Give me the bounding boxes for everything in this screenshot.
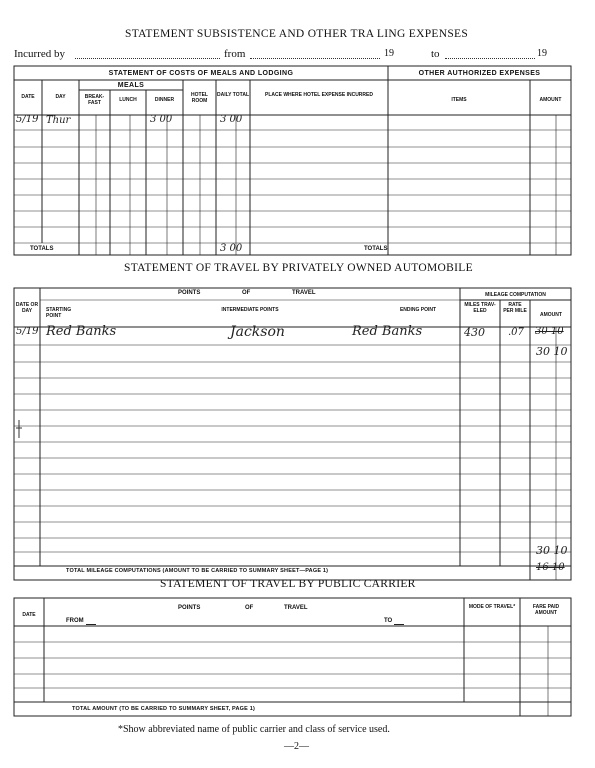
- col-dinner: DINNER: [154, 97, 175, 103]
- auto-col-miles: MILES TRAV-ELED: [464, 302, 496, 314]
- carrier-total-label: TOTAL AMOUNT (TO BE CARRIED TO SUMMARY SHEET, PAGE 1): [72, 706, 256, 712]
- col-meals: MEALS: [117, 82, 145, 89]
- carrier-from-rule: [86, 624, 96, 625]
- from-label: from: [224, 48, 246, 60]
- auto-entry-end: Red Banks: [352, 324, 423, 339]
- carrier-of: OF: [245, 605, 254, 611]
- auto-col-ending: ENDING POINT: [399, 307, 437, 313]
- meal-entry-daily-total: 3 00: [220, 114, 243, 125]
- meal-entry-dinner: 3 00: [150, 114, 173, 125]
- auto-col-amount: AMOUNT: [540, 312, 562, 318]
- auto-entry-amount-struck: 30 10: [535, 326, 564, 337]
- carrier-travel: TRAVEL: [284, 605, 308, 611]
- auto-total-value-2: 16 10: [536, 562, 565, 573]
- carrier-col-mode: MODE OF TRAVEL*: [468, 604, 516, 610]
- incurred-by-label: Incurred by: [14, 48, 66, 60]
- carrier-col-date: DATE: [22, 612, 36, 618]
- col-day: DAY: [55, 94, 66, 100]
- col-date: DATE: [21, 94, 35, 100]
- col-hotel: HOTEL ROOM: [191, 92, 208, 104]
- other-totals-label: TOTALS: [364, 246, 388, 252]
- carrier-points: POINTS: [178, 605, 201, 611]
- col-lunch: LUNCH: [119, 97, 137, 103]
- carrier-section-title: STATEMENT OF TRAVEL BY PUBLIC CARRIER: [160, 578, 416, 590]
- year-label-2: 19: [537, 48, 547, 59]
- auto-entry-miles: 430: [464, 326, 485, 339]
- col-amount: AMOUNT: [539, 97, 562, 103]
- auto-travel: TRAVEL: [292, 290, 316, 296]
- auto-col-date: DATE OR DAY: [15, 302, 39, 314]
- to-label: to: [431, 48, 440, 60]
- meal-entry-date: 5/19: [16, 114, 39, 125]
- auto-col-starting: STARTING POINT: [46, 307, 72, 319]
- auto-entry-amount: 30 10: [536, 345, 568, 358]
- carrier-from-label: FROM: [66, 618, 84, 624]
- auto-total-label: TOTAL MILEAGE COMPUTATIONS (AMOUNT TO BE CARRIED TO SUMMARY SHEET—PAGE 1): [66, 568, 329, 574]
- auto-col-rate: RATE PER MILE: [503, 302, 527, 314]
- form-title: STATEMENT SUBSISTENCE AND OTHER TRA LING EXPENSES: [125, 28, 469, 40]
- auto-of: OF: [242, 290, 251, 296]
- year-label-1: 19: [384, 48, 394, 59]
- auto-entry-date: 5/19: [16, 326, 39, 337]
- auto-entry-intermediate: Jackson: [230, 324, 285, 340]
- col-place: PLACE WHERE HOTEL EXPENSE INCURRED: [265, 92, 373, 98]
- footnote: *Show abbreviated name of public carrier and class of service used.: [118, 724, 390, 735]
- meals-totals-value: 3 00: [220, 243, 243, 254]
- auto-section-title: STATEMENT OF TRAVEL BY PRIVATELY OWNED AUTOMOBILE: [124, 262, 473, 274]
- col-items: ITEMS: [451, 97, 467, 103]
- col-breakfast: BREAK-FAST: [84, 94, 105, 106]
- auto-col-intermediate: INTERMEDIATE POINTS: [221, 307, 279, 313]
- page-number: —2—: [284, 741, 309, 752]
- carrier-to-label: TO: [384, 618, 393, 624]
- meals-section-title: STATEMENT OF COSTS OF MEALS AND LODGING: [108, 70, 294, 77]
- auto-entry-rate: .07: [508, 327, 524, 338]
- auto-entry-start: Red Banks: [46, 324, 117, 339]
- col-daily-total: DAILY TOTAL: [216, 92, 250, 98]
- auto-total-value-1: 30 10: [536, 544, 568, 557]
- other-expenses-title: OTHER AUTHORIZED EXPENSES: [418, 70, 541, 77]
- carrier-to-rule: [394, 624, 404, 625]
- meal-entry-day: Thur: [46, 115, 71, 126]
- mileage-title: MILEAGE COMPUTATION: [485, 292, 546, 298]
- meals-totals-label: TOTALS: [30, 246, 54, 252]
- auto-points: POINTS: [178, 290, 201, 296]
- carrier-col-fare: FARE PAID AMOUNT: [532, 604, 560, 616]
